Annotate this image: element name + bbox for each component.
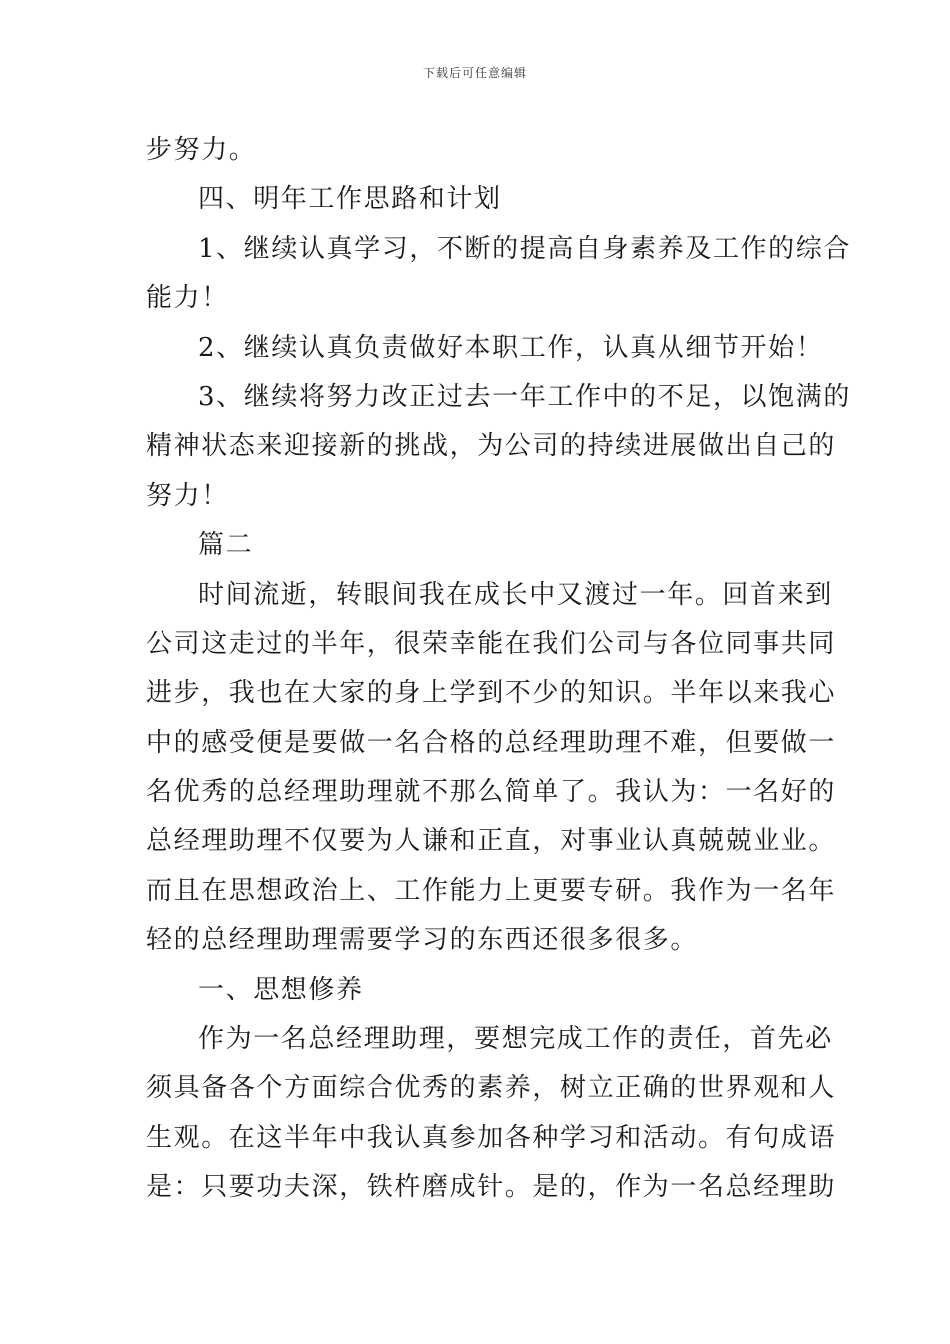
section-heading: 四、明年工作思路和计划 (198, 184, 502, 215)
text-line: 精神状态来迎接新的挑战，为公司的持续进展做出自己的 (146, 431, 837, 462)
chapter-heading: 篇二 (198, 530, 254, 561)
text-line: 时间流逝，转眼间我在成长中又渡过一年。回首来到 (198, 579, 833, 610)
text-line: 而且在思想政治上、工作能力上更要专研。我作为一名年 (146, 875, 837, 906)
text-line: 名优秀的总经理助理就不那么简单了。我认为：一名好的 (146, 777, 837, 808)
text-line: 生观。在这半年中我认真参加各种学习和活动。有句成语 (146, 1122, 837, 1153)
text-line: 能力！ (146, 283, 229, 314)
document-body (146, 126, 851, 1213)
text-line: 2、继续认真负责做好本职工作，认真从细节开始！ (198, 332, 824, 363)
text-line: 作为一名总经理助理，要想完成工作的责任，首先必 (198, 1024, 833, 1055)
text-line: 总经理助理不仅要为人谦和正直，对事业认真兢兢业业。 (146, 826, 837, 857)
text-line: 是：只要功夫深，铁杵磨成针。是的，作为一名总经理助 (146, 1172, 837, 1203)
text-line: 步努力。 (146, 135, 257, 165)
text-line: 进步，我也在大家的身上学到不少的知识。半年以来我心 (146, 678, 837, 709)
text-line: 公司这走过的半年，很荣幸能在我们公司与各位同事共同 (146, 628, 837, 659)
text-line: 3、继续将努力改正过去一年工作中的不足，以饱满的 (198, 381, 851, 412)
page-header-note: 下载后可任意编辑 (422, 66, 527, 80)
text-line: 轻的总经理助理需要学习的东西还很多很多。 (146, 925, 699, 956)
text-line: 须具备各个方面综合优秀的素养，树立正确的世界观和人 (146, 1073, 837, 1104)
section-heading: 一、思想修养 (198, 974, 364, 1005)
text-line: 努力！ (146, 480, 229, 511)
text-line: 中的感受便是要做一名合格的总经理助理不难，但要做一 (146, 727, 837, 758)
text-line: 1、继续认真学习，不断的提高自身素养及工作的综合 (198, 233, 851, 264)
